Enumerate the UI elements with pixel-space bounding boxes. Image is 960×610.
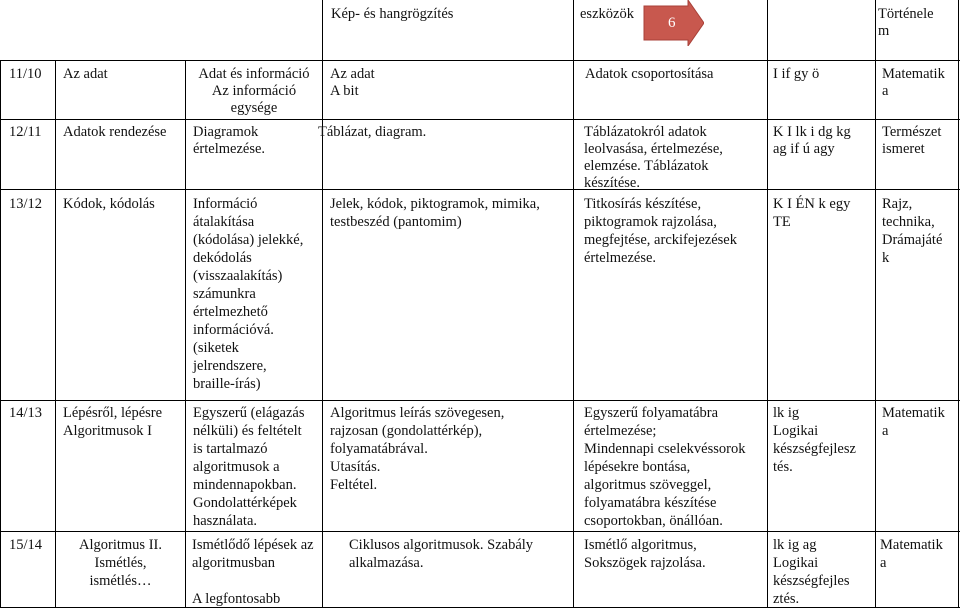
row-content: (kódolása) jelekké, xyxy=(193,232,304,248)
table-border-right xyxy=(958,0,959,608)
row-col5: készségfejles xyxy=(773,573,850,589)
row-col3: Jelek, kódok, piktogramok, mimika, xyxy=(330,196,540,212)
row-col6: k xyxy=(882,250,890,266)
table-border-bottom xyxy=(0,607,960,608)
row-col4: készítése. xyxy=(584,175,640,191)
row-col4: elemzése. Táblázatok xyxy=(584,158,709,174)
row-col3: A bit xyxy=(330,83,359,99)
row-col6: a xyxy=(880,555,887,571)
header-col3: Kép- és hangrögzítés xyxy=(331,6,454,22)
row-topic: Ismétlés, xyxy=(94,555,147,571)
row-topic: Adatok rendezése xyxy=(63,124,167,140)
row-content: számunkra xyxy=(193,286,256,302)
col-divider xyxy=(573,0,574,608)
row-content: Egyszerű (elágazás xyxy=(193,405,305,421)
row-col4: értelmezése. xyxy=(584,250,657,266)
row-col6: ismeret xyxy=(882,141,925,157)
col-divider xyxy=(767,0,768,608)
row-content: (visszaalakítás) xyxy=(193,268,283,284)
row-col4: Ismétlő algoritmus, xyxy=(584,537,697,553)
row-content: Diagramok xyxy=(193,124,259,140)
row-content: jelrendszere, xyxy=(193,358,267,374)
row-col6: technika, xyxy=(882,214,935,230)
row-topic: Algoritmusok I xyxy=(63,423,153,439)
row-col5: Logikai xyxy=(773,423,819,439)
row-col5: I if gy ö xyxy=(773,66,820,82)
row-content: mindennapokban. xyxy=(193,477,297,493)
row-col6: Természet xyxy=(882,124,942,140)
row-col6: Matematik xyxy=(882,66,945,82)
row-col3: rajzosan (gondolattérkép), xyxy=(330,423,483,439)
row-content: Adat és információ xyxy=(198,66,310,82)
row-content: Gondolattérképek xyxy=(193,495,297,511)
row-col5: TE xyxy=(773,214,791,230)
row-col6: Drámajáté xyxy=(882,232,943,248)
row-content: értelmezése. xyxy=(193,141,266,157)
row-col6: a xyxy=(882,423,889,439)
row-content: dekódolás xyxy=(193,250,252,266)
col-divider xyxy=(875,0,876,608)
row-col5: lk ig ag xyxy=(773,537,817,553)
row-col3: folyamatábrával. xyxy=(330,441,428,457)
row-content: használata. xyxy=(193,513,258,529)
row-topic: Kódok, kódolás xyxy=(63,196,155,212)
row-content: átalakítása xyxy=(193,214,255,230)
row-topic: Algoritmus II. xyxy=(79,537,162,553)
row-col5: ag if ú agy xyxy=(773,141,835,157)
row-topic: Lépésről, lépésre xyxy=(63,405,163,421)
row-col6: a xyxy=(882,83,889,99)
row-divider xyxy=(0,400,960,401)
row-col4: lépésekre bontása, xyxy=(584,459,691,475)
row-content: információvá. xyxy=(193,322,274,338)
row-col4: értelmezése; xyxy=(584,423,657,439)
row-number: 13/12 xyxy=(9,196,43,212)
row-divider xyxy=(0,119,960,120)
row-number: 12/11 xyxy=(9,124,42,140)
row-content: Az információ xyxy=(211,83,297,99)
row-col4: Sokszögek rajzolása. xyxy=(584,555,706,571)
row-col4: Egyszerű folyamatábra xyxy=(584,405,719,421)
col-divider xyxy=(322,0,323,608)
row-content: Ismétlődő lépések az xyxy=(192,537,314,553)
col-divider xyxy=(55,60,56,608)
header-col4: eszközök xyxy=(580,6,634,22)
row-col6: Rajz, xyxy=(882,196,913,212)
row-number: 11/10 xyxy=(9,66,42,82)
row-divider xyxy=(0,189,960,190)
header-col6-line2: m xyxy=(878,23,890,39)
row-col4: megfejtése, arckifejezések xyxy=(584,232,737,248)
row-col6: Matematik xyxy=(880,537,943,553)
row-col3: Utasítás. xyxy=(330,459,381,475)
row-topic: Az adat xyxy=(63,66,108,82)
header-col6-line1: Történele xyxy=(878,6,934,22)
row-col3: Algoritmus leírás szövegesen, xyxy=(330,405,505,421)
row-col4: folyamatábra készítése xyxy=(584,495,717,511)
row-col4: Táblázatokról adatok xyxy=(584,124,707,140)
row-content: (siketek xyxy=(193,340,239,356)
row-content: A legfontosabb xyxy=(192,591,281,607)
row-col4: Adatok csoportosítása xyxy=(585,66,714,82)
row-col4: piktogramok rajzolása, xyxy=(584,214,717,230)
row-col3: Táblázat, diagram. xyxy=(318,124,427,140)
row-divider xyxy=(0,531,960,532)
page-number-badge: 6 xyxy=(668,15,676,31)
row-col5: K I lk i dg kg xyxy=(773,124,851,140)
col-divider xyxy=(0,60,1,608)
row-col5: Logikai xyxy=(773,555,819,571)
row-content: Információ xyxy=(193,196,258,212)
row-col5: készségfejlesz xyxy=(773,441,856,457)
row-content: braille-írás) xyxy=(193,376,261,392)
row-col3: Ciklusos algoritmusok. Szabály xyxy=(349,537,534,553)
row-col3: Feltétel. xyxy=(330,477,378,493)
row-col3: alkalmazása. xyxy=(349,555,424,571)
row-col4: algoritmus szöveggel, xyxy=(584,477,712,493)
row-col3: Az adat xyxy=(330,66,375,82)
row-col5: K I ÉN k egy xyxy=(773,196,851,212)
row-number: 14/13 xyxy=(9,405,43,421)
row-content: algoritmusban xyxy=(192,555,275,571)
row-col5: ztés. xyxy=(773,591,800,607)
row-number: 15/14 xyxy=(9,537,43,553)
row-content: algoritmusok a xyxy=(193,459,280,475)
row-col5: tés. xyxy=(773,459,793,475)
row-content: értelmezhető xyxy=(193,304,268,320)
row-topic: ismétlés… xyxy=(89,573,152,589)
row-col5: lk ig xyxy=(773,405,800,421)
col-divider xyxy=(185,60,186,608)
row-col4: csoportokban, önállóan. xyxy=(584,513,723,529)
row-content: egysége xyxy=(230,100,278,116)
row-col4: leolvasása, értelmezése, xyxy=(584,141,723,157)
table-border-top xyxy=(0,60,960,61)
row-content: nélküli) és feltételt xyxy=(193,423,302,439)
row-col4: Titkosírás készítése, xyxy=(584,196,702,212)
row-col4: Mindennapi cselekvéssorok xyxy=(584,441,746,457)
row-content: is tartalmazó xyxy=(193,441,268,457)
row-col6: Matematik xyxy=(882,405,945,421)
row-col3: testbeszéd (pantomim) xyxy=(330,214,462,230)
